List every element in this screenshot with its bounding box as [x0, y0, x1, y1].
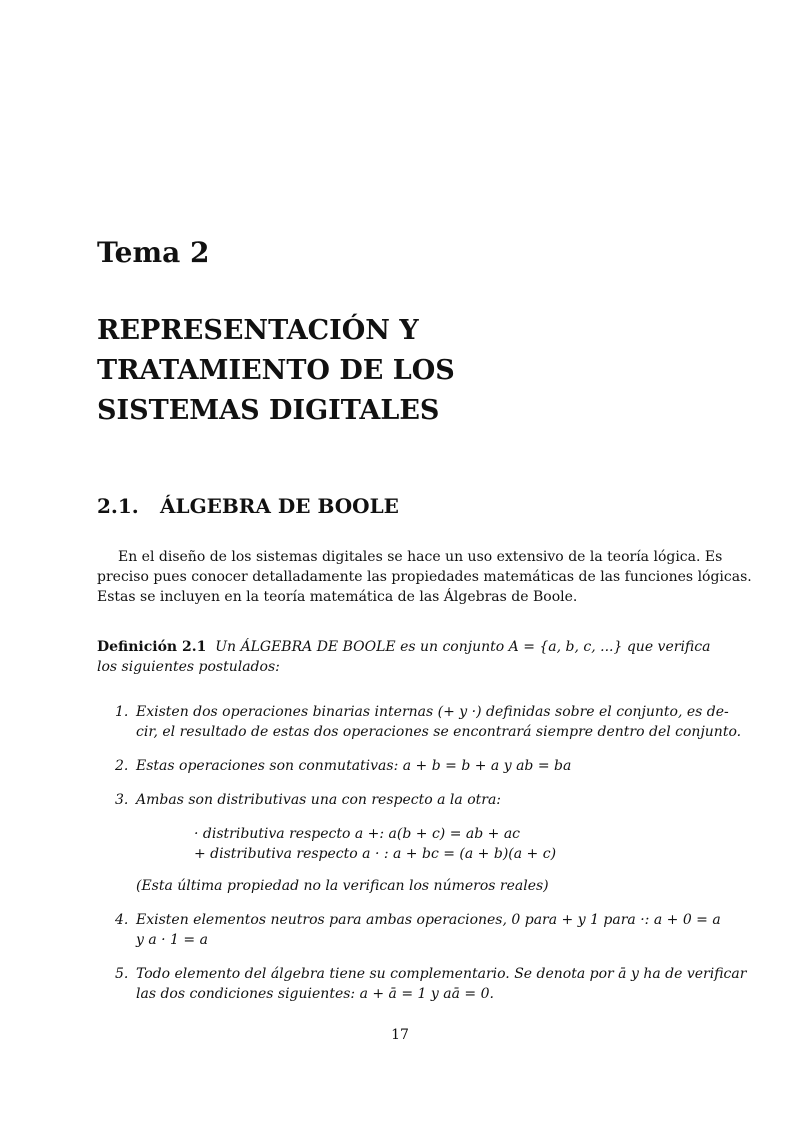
list-item-number: 1. [115, 704, 129, 720]
list-item [97, 964, 747, 1004]
chapter-title [97, 311, 703, 431]
postulates-list [97, 702, 747, 1018]
document-page [97, 0, 752, 1122]
list-item [97, 756, 703, 776]
list-item-line: Existen dos operaciones binarias internas (+ y ·) definidas sobre el conjunto, es de- [136, 704, 729, 720]
list-item [97, 910, 721, 950]
list-item-line: y a · 1 = a [136, 932, 208, 948]
definition-text: Un ÁLGEBRA DE BOOLE es un conjunto A = {a, b, c, ...} que verifica [215, 639, 711, 655]
section-title: ÁLGEBRA DE BOOLE [160, 494, 399, 518]
list-item-line: Estas operaciones son conmutativas: a + b = b + a y ab = ba [136, 758, 572, 774]
list-item-line: Existen elementos neutros para ambas operaciones, 0 para + y 1 para ·: a + 0 = a [136, 912, 721, 928]
list-item [97, 702, 742, 742]
chapter-title-line: TRATAMIENTO DE LOS [97, 355, 455, 386]
intro-line: preciso pues conocer detalladamente las propiedades matemáticas de las funciones lógicas. [97, 569, 752, 585]
list-item-line: las dos condiciones siguientes: a + ā = 1 y aā = 0. [136, 986, 494, 1002]
chapter-title-line: SISTEMAS DIGITALES [97, 395, 440, 426]
definition-label: Definición 2.1 [97, 639, 207, 655]
definition-block [97, 637, 711, 677]
list-item [97, 790, 703, 810]
note-text: (Esta última propiedad no la verifican los números reales) [136, 878, 549, 894]
list-item-number: 2. [115, 758, 129, 774]
definition-line [97, 637, 711, 657]
list-item-number: 3. [115, 792, 129, 808]
distributive-formulas [97, 824, 703, 864]
list-item-line: cir, el resultado de estas dos operaciones se encontrará siempre dentro del conjunto. [136, 724, 742, 740]
list-item-line: Ambas son distributivas una con respecto a la otra: [136, 792, 502, 808]
chapter-title-line: REPRESENTACIÓN Y [97, 315, 419, 346]
list-item-number: 5. [115, 966, 129, 982]
section-number: 2.1. [97, 494, 139, 518]
formula-line: · distributiva respecto a +: a(b + c) = ab + ac [194, 826, 521, 842]
page-number: 17 [391, 1027, 409, 1043]
formula-line: + distributiva respecto a · : a + bc = (a + b)(a + c) [194, 846, 557, 862]
list-item-line: Todo elemento del álgebra tiene su complementario. Se denota por ā y ha de verificar [136, 966, 747, 982]
definition-text-continued: los siguientes postulados: [97, 659, 280, 675]
intro-line: Estas se incluyen en la teoría matemática de las Álgebras de Boole. [97, 589, 578, 605]
section-heading [97, 494, 399, 518]
list-item-number: 4. [115, 912, 129, 928]
chapter-label: Tema 2 [97, 236, 210, 269]
intro-paragraph [97, 547, 752, 607]
intro-line: En el diseño de los sistemas digitales se hace un uso extensivo de la teoría lógica. Es [118, 549, 723, 565]
